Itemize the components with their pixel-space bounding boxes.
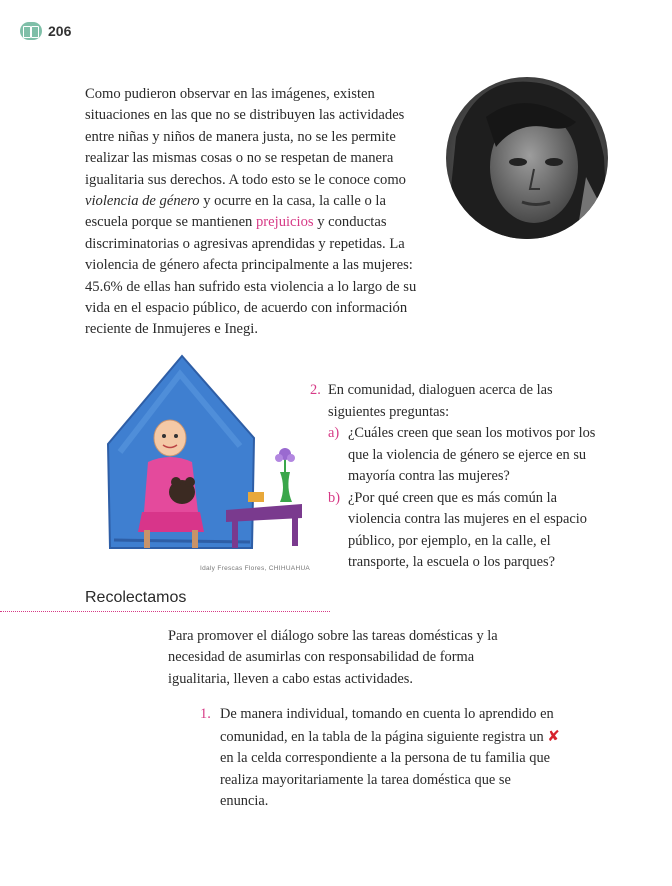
child-drawing-illustration [100,352,308,562]
illustration-caption: Idaly Frescas Flores, CHIHUAHUA [200,565,311,572]
x-mark-icon: ✘ [547,726,560,745]
portrait-photo [446,77,608,239]
promo-paragraph: Para promover el diálogo sobre las tareas domésticas y la necesidad de asumirlas con responsabilidad de forma igualitaria, lleven a cabo estas actividades. [168,628,498,687]
question-text: ¿Por qué creen que es más común la violencia contra las mujeres en el espacio público, por ejemplo, en la calle, el transporte, la escuela o los parques? [348,489,587,570]
page-header [20,22,71,40]
question-letter: a) [328,425,340,441]
intro-italic-term: violencia de género [85,193,200,210]
intro-text-end: y conductas discriminatorias o agresivas aprendidas y repetidas. La violencia de género afecta principalmente a las mujeres: 45.6% de ellas han sufrido esta violencia a lo largo de su vida en el espacio público, de acuerdo con información reciente de Inmujeres e Inegi. [85,214,417,338]
question-prompt: En comunidad, dialoguen acerca de las siguientes preguntas: [328,382,553,420]
question-item [310,423,610,488]
intro-paragraph [85,84,431,341]
question-text: ¿Cuáles creen que sean los motivos por los que la violencia de género se ejerce en su mayoría contra las mujeres? [348,425,596,484]
intro-text-start: Como pudieron observar en las imágenes, existen situaciones en las que no se distribuyen las actividades entre niñas y niños de manera justa, no se les permite realizar las mismas cosas o no se respetan de manera igualitaria sus derechos. A todo esto se le conoce como [85,86,406,188]
section-divider [0,611,330,612]
activity-item [200,704,560,813]
question-prompt-row [310,380,610,423]
intro-text-middle: y ocurre en la casa, la calle o la escuela porque se mantienen [85,193,386,231]
question-number: 2. [310,382,321,398]
activity-text-start: De manera individual, tomando en cuenta lo aprendido en comunidad, en la tabla de la página siguiente registra un [220,706,554,745]
activity-number: 1. [200,706,211,722]
section-title: Recolectamos [85,589,187,606]
book-icon [20,22,42,40]
activity-text [218,704,560,813]
glossary-term-link[interactable]: prejuicios [256,214,314,231]
page-number: 206 [48,23,72,39]
discussion-questions [310,380,610,574]
activity-text-end: en la celda correspondiente a la persona de tu familia que realiza mayoritariamente la tarea doméstica que se enuncia. [220,750,551,809]
question-item [310,488,610,574]
question-letter: b) [328,489,340,506]
